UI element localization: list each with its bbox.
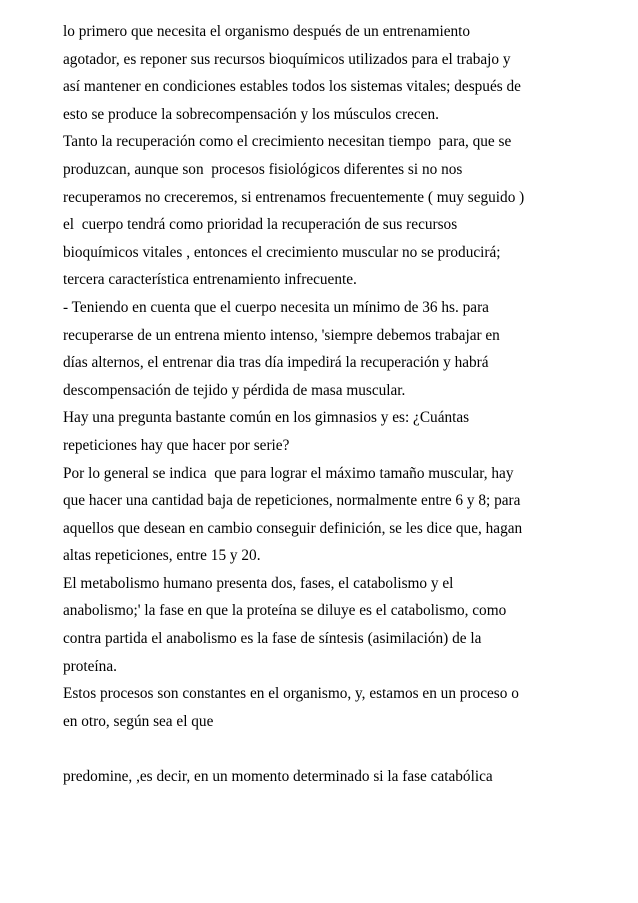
text-line: recuperamos no creceremos, si entrenamos frecuentemente ( muy seguido ) (63, 188, 525, 206)
text-line: Estos procesos son constantes en el organismo, y, estamos en un proceso o (63, 685, 519, 703)
text-line: altas repeticiones, entre 15 y 20. (63, 547, 261, 565)
text-line: lo primero que necesita el organismo después de un entrenamiento (63, 23, 471, 40)
text-line: el cuerpo tendrá como prioridad la recuperación de sus recursos (63, 216, 458, 234)
text-line: Por lo general se indica que para lograr el máximo tamaño muscular, hay (63, 464, 514, 482)
text-line: aquellos que desean en cambio conseguir definición, se les dice que, hagan (63, 519, 523, 537)
paragraph-gap (63, 735, 593, 763)
text-line: predomine, ,es decir, en un momento determinado si la fase catabólica (63, 768, 493, 786)
text-line: - Teniendo en cuenta que el cuerpo necesita un mínimo de 36 hs. para (63, 298, 489, 316)
text-line: Tanto la recuperación como el crecimiento necesitan tiempo para, que se (63, 133, 512, 151)
text-line: que hacer una cantidad baja de repeticiones, normalmente entre 6 y 8; para (63, 492, 521, 510)
text-line: contra partida el anabolismo es la fase de síntesis (asimilación) de la (63, 630, 482, 648)
text-line: tercera característica entrenamiento infrecuente. (63, 271, 357, 289)
text-line: bioquímicos vitales , entonces el crecimiento muscular no se producirá; (63, 243, 501, 261)
text-line: anabolismo;' la fase en que la proteína se diluye es el catabolismo, como (63, 602, 507, 620)
text-line: agotador, es reponer sus recursos bioquímicos utilizados para el trabajo y (63, 50, 511, 68)
text-line: repeticiones hay que hacer por serie? (63, 436, 290, 454)
text-line: Hay una pregunta bastante común en los gimnasios y es: ¿Cuántas (63, 409, 470, 427)
text-line: en otro, según sea el que (63, 712, 214, 730)
text-line: El metabolismo humano presenta dos, fases, el catabolismo y el (63, 574, 454, 592)
body-text (63, 18, 593, 791)
text-line: así mantener en condiciones estables todos los sistemas vitales; después de (63, 78, 521, 96)
text-line: esto se produce la sobrecompensación y los músculos crecen. (63, 105, 439, 123)
text-line: proteína. (63, 657, 117, 675)
text-line: descompensación de tejido y pérdida de masa muscular. (63, 381, 406, 399)
text-line: produzcan, aunque son procesos fisiológicos diferentes si no nos (63, 160, 463, 178)
text-line: días alternos, el entrenar dia tras día impedirá la recuperación y habrá (63, 354, 489, 372)
text-line: recuperarse de un entrena miento intenso, 'siempre debemos trabajar en (63, 326, 500, 344)
